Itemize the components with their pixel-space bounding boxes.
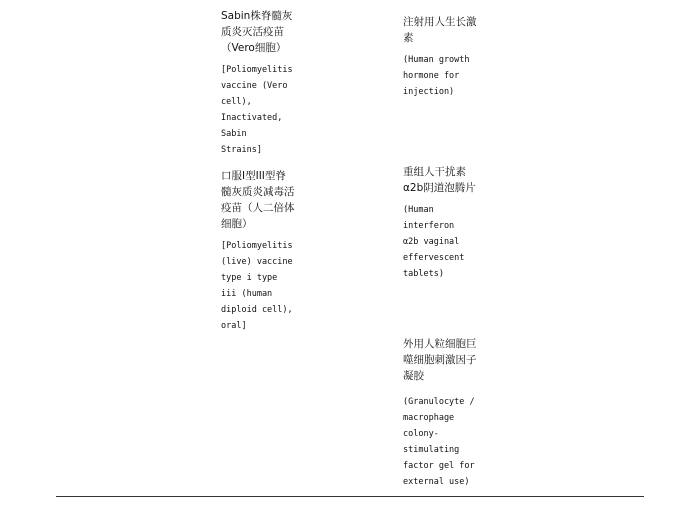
entry-english-name: (Granulocyte / macrophage colony- stimulating factor gel for external use) xyxy=(403,397,475,487)
bottom-divider xyxy=(56,496,644,497)
entry-opv xyxy=(221,168,311,334)
entry-chinese-name: Sabin株脊髓灰 质炎灭活疫苗 （Vero细胞） xyxy=(221,10,293,54)
right-column xyxy=(403,14,493,490)
entry-growth-hormone xyxy=(403,14,493,100)
entry-english-name: [Poliomyelitis (live) vaccine type i type iii (human diploid cell), oral] xyxy=(221,241,293,331)
entry-gm-csf-gel xyxy=(403,336,493,490)
entry-english-name: (Human growth hormone for injection) xyxy=(403,55,470,97)
entry-chinese-name: 外用人粒细胞巨 噬细胞刺激因子 凝胶 xyxy=(403,338,477,382)
entry-sabin-ipv xyxy=(221,8,311,158)
left-column xyxy=(221,8,311,334)
entry-english-name: [Poliomyelitis vaccine (Vero cell), Inactivated, Sabin Strains] xyxy=(221,65,293,155)
entry-chinese-name: 注射用人生长激 素 xyxy=(403,16,477,44)
entry-chinese-name: 口服I型III型脊 髓灰质炎减毒活 疫苗（人二倍体 细胞） xyxy=(221,170,295,230)
entry-chinese-name: 重组人干扰素 α2b阴道泡腾片 xyxy=(403,166,476,194)
entry-interferon-tablets xyxy=(403,164,493,282)
entry-english-name: (Human interferon α2b vaginal effervescent tablets) xyxy=(403,205,465,279)
